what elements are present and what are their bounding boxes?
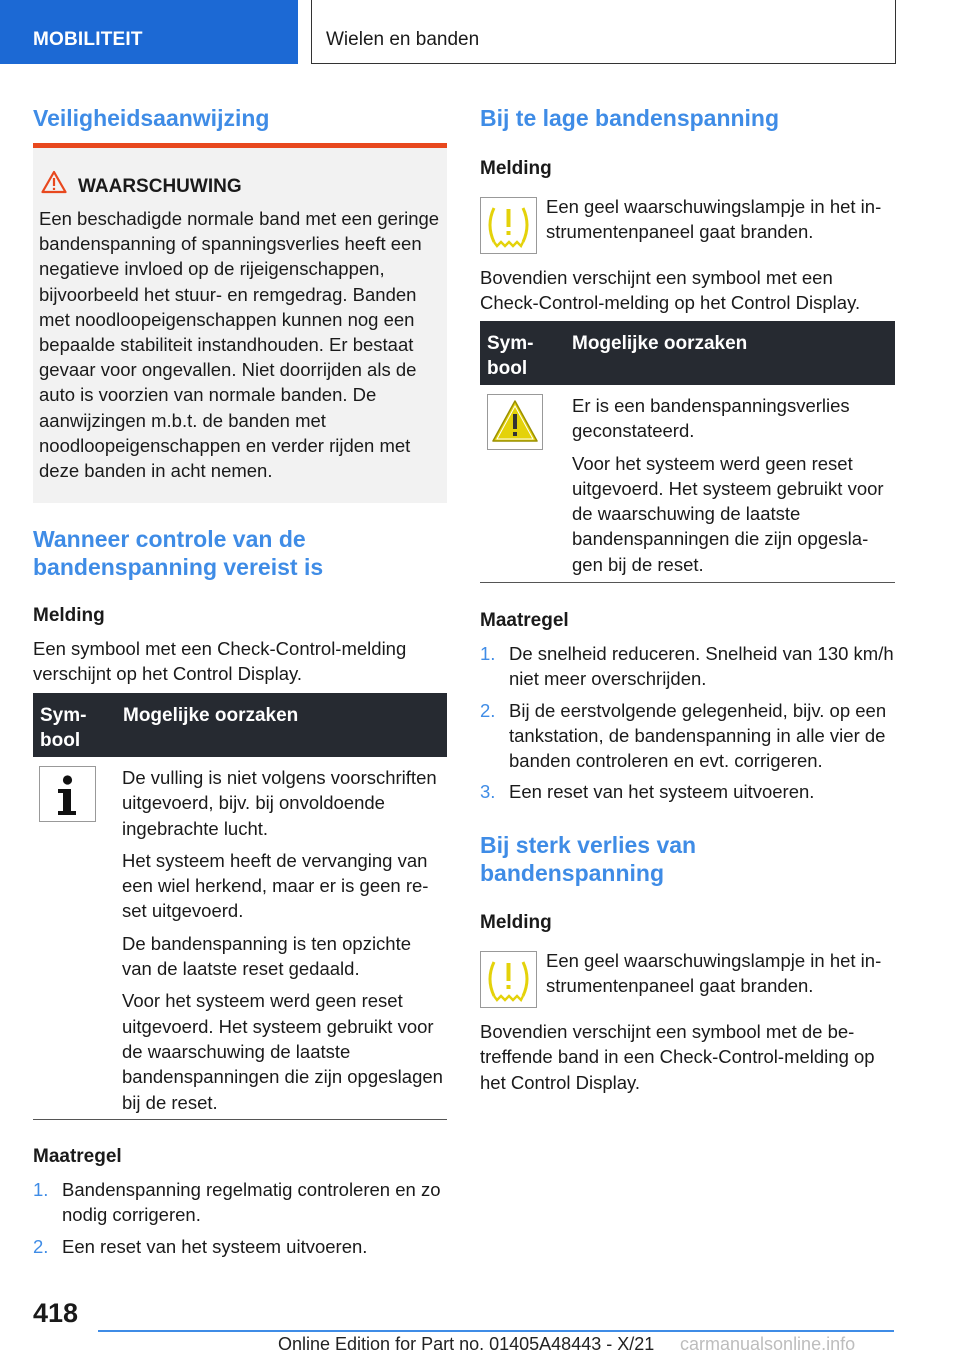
melding-label-right-2: Melding (480, 912, 552, 933)
melding-label-right: Melding (480, 158, 552, 179)
warning-triangle-icon (41, 170, 67, 199)
section-label: MOBILITEIT (33, 29, 143, 50)
heading-strong-loss: Bij sterk verlies van bandenspanning (480, 832, 697, 886)
col-symbol: Symbool (487, 333, 534, 379)
tpms-warning-icon (480, 197, 537, 254)
causes-cell-left (122, 765, 444, 1122)
page-number: 418 (33, 1298, 79, 1328)
list-item: 1. Bandenspanning regelmatig controleren en zo nodig corrigeren. (33, 1179, 441, 1226)
watermark: carmanualsonline.info (680, 1334, 856, 1354)
steps-list-left (33, 1177, 443, 1265)
heading-when-check: Wanneer controle van de bandenspanning vereist is (33, 526, 324, 580)
steps-list-right (480, 641, 896, 811)
extra-text: Bovendien verschijnt een symbool met een Check-Control-melding op het Control Display. (480, 267, 861, 314)
edition-text: Online Edition for Part no. 01405A48443 - X/21 (278, 1334, 655, 1354)
maatregel-label-right: Maatregel (480, 610, 569, 631)
list-item: 1. De snelheid reduceren. Snelheid van 130 km/h niet meer overschrijden. (480, 643, 894, 690)
footer-rule (98, 1330, 894, 1332)
col-causes: Mogelijke oorzaken (572, 333, 748, 354)
warning-box (33, 143, 447, 503)
table-header (33, 693, 447, 757)
cause-item: Voor het systeem werd geen reset uitgevoerd. Het systeem gebruikt voor de waarschuwing de laatste bandenspanningen die zijn opgeslagen bij de reset. (122, 990, 443, 1113)
table-bottom-rule (480, 582, 895, 583)
info-icon (39, 766, 96, 822)
melding-text: Een symbool met een Check-Control-melding verschijnt op het Control Display. (33, 638, 407, 685)
cause-item: Het systeem heeft de vervanging van een wiel herkend, maar er is geen reset uitgevoerd. (122, 849, 429, 922)
heading-safety: Veiligheidsaanwijzing (33, 105, 270, 131)
section-tab[interactable] (0, 0, 298, 64)
cause-item: De vulling is niet volgens voorschriften uitgevoerd, bijv. bij onvoldoende ingebrachte lucht. (122, 767, 437, 839)
warning-triangle-icon (487, 394, 543, 450)
cause-item: De bandenspanning is ten opzichte van de laatste reset gedaald. (122, 932, 412, 980)
table-header-right (480, 321, 895, 385)
list-item: 2. Bij de eerstvolgende gelegenheid, bijv. op een tankstation, de bandenspanning in alle vier de banden controleren en evt. corrigeren. (480, 699, 887, 772)
warning-title: WAARSCHUWING (78, 176, 242, 197)
melding-label: Melding (33, 605, 105, 626)
heading-low-pressure: Bij te lage bandenspanning (480, 105, 780, 131)
causes-cell-right (572, 393, 892, 584)
col-symbol: Symbool (40, 705, 87, 751)
list-item: 3. Een reset van het systeem uitvoeren. (480, 781, 815, 803)
cause-item: Er is een bandenspanningsverlies geconstateerd. (572, 395, 850, 442)
extra-text-2: Bovendien verschijnt een symbool met de betreffende band in een Check-Control-melding op het Control Display. (480, 1021, 875, 1093)
maatregel-label: Maatregel (33, 1146, 122, 1167)
table-bottom-rule (33, 1119, 447, 1120)
tpms-warning-icon (480, 951, 537, 1008)
chapter-label: Wielen en banden (326, 29, 480, 50)
chapter-tab (311, 0, 896, 64)
col-causes: Mogelijke oorzaken (123, 705, 299, 726)
lamp-text: Een geel waarschuwingslampje in het instrumentenpaneel gaat branden. (546, 196, 882, 243)
warning-text: Een beschadigde normale band met een geringe bandenspanning of spanningsverlies heeft een negatieve invloed op de rijeigenschappen, bijvoorbeeld het stuur- en remgedrag. Banden met noodloopeigenschappen kunnen nog een bepaalde stabiliteit instandhouden. Er bestaat gevaar voor ongevallen. Niet doorrijden als de auto is voorzien van normale banden. De aanwijzingen m.b.t. de banden met noodloopeigenschappen en verder rijden met deze banden in acht nemen. (39, 208, 440, 482)
list-item: 2. Een reset van het systeem uitvoeren. (33, 1235, 368, 1257)
lamp-text-2: Een geel waarschuwingslampje in het instrumentenpaneel gaat branden. (546, 950, 882, 997)
cause-item: Voor het systeem werd geen reset uitgevoerd. Het systeem gebruikt voor de waarschuwing de laatste bandenspanningen die zijn opgeslagen bij de reset. (572, 452, 884, 575)
